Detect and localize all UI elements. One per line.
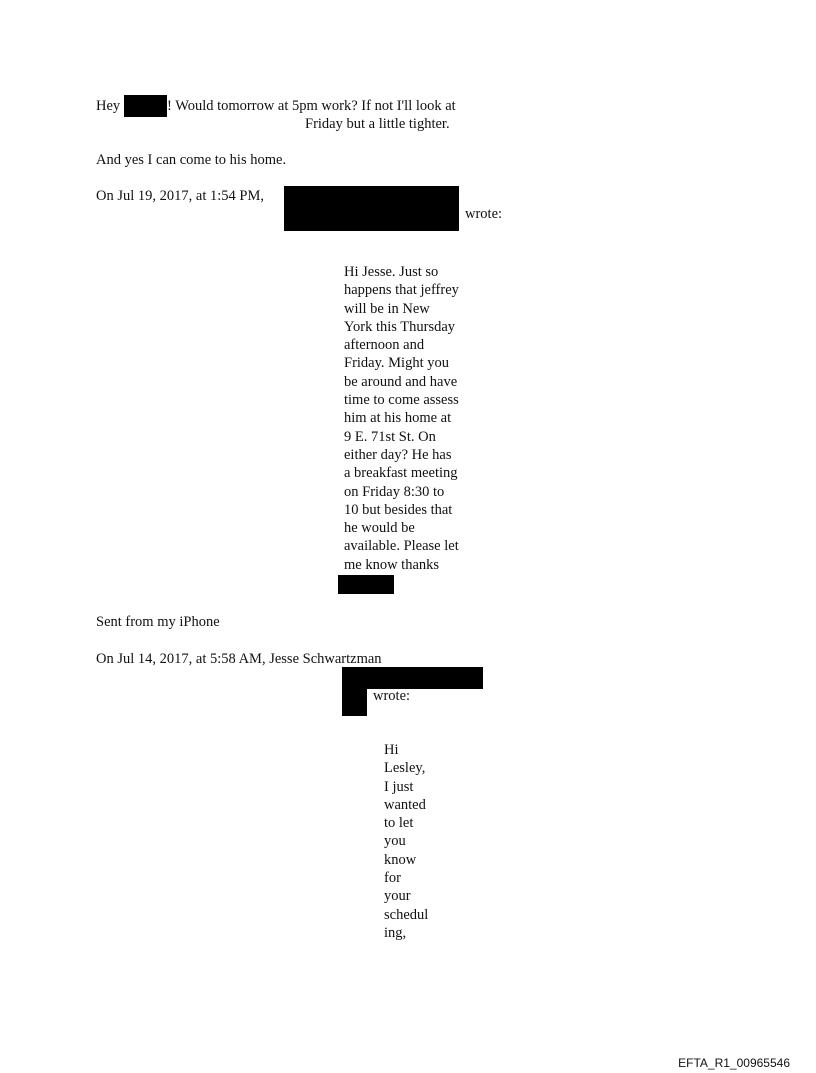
body-line: 10 but besides that [344, 501, 453, 518]
quote2-wrote: wrote: [373, 688, 411, 704]
body-line: wanted [384, 796, 426, 813]
redaction-box [338, 575, 394, 594]
body-line: Hi Jesse. Just so [344, 264, 439, 280]
document-id: EFTA_R1_00965546 [678, 1056, 790, 1070]
body-line: your [384, 888, 411, 905]
body-line: York this Thursday [344, 318, 456, 335]
body-line: know [384, 851, 417, 868]
body-line: schedul [384, 906, 429, 923]
body-line: Hi [384, 742, 399, 758]
body-line: happens that jeffrey [344, 282, 459, 299]
redaction-box [342, 667, 483, 689]
body-line: available. Please let [344, 538, 459, 555]
reply-line-3: And yes I can come to his home. [96, 152, 287, 168]
redaction-box [342, 689, 367, 716]
body-line: him at his home at [344, 410, 452, 427]
body-line: for [384, 870, 401, 887]
body-line: Friday. Might you [344, 355, 449, 372]
body-line: me know thanks [344, 556, 440, 573]
body-line: a breakfast meeting [344, 465, 458, 482]
body-line: Lesley, [384, 760, 426, 777]
reply-line-1: ! Would tomorrow at 5pm work? If not I'll look at [167, 98, 456, 114]
body-line: either day? He has [344, 446, 452, 463]
body-line: to let [384, 815, 414, 832]
body-line: afternoon and [344, 337, 425, 354]
body-line: you [384, 833, 406, 850]
body-line: will be in New [344, 300, 430, 317]
body-line: on Friday 8:30 to [344, 483, 445, 500]
redaction-box [284, 186, 459, 231]
body-line: he would be [344, 520, 415, 537]
body-line: be around and have [344, 373, 458, 390]
reply-greeting: Hey [96, 98, 121, 114]
body-line: 9 E. 71st St. On [344, 428, 436, 445]
signature: Sent from my iPhone [96, 614, 220, 630]
body-line: I just [384, 778, 414, 795]
quote1-body [344, 263, 459, 574]
quote2-body [384, 741, 428, 942]
redaction-box [124, 95, 167, 117]
quote1-wrote: wrote: [465, 206, 503, 222]
body-line: time to come assess [344, 392, 459, 409]
reply-line-2: Friday but a little tighter. [305, 116, 450, 132]
body-line: ing, [384, 924, 407, 941]
quote2-header: On Jul 14, 2017, at 5:58 AM, Jesse Schwartzman [96, 651, 382, 667]
quote1-header: On Jul 19, 2017, at 1:54 PM, [96, 188, 264, 204]
